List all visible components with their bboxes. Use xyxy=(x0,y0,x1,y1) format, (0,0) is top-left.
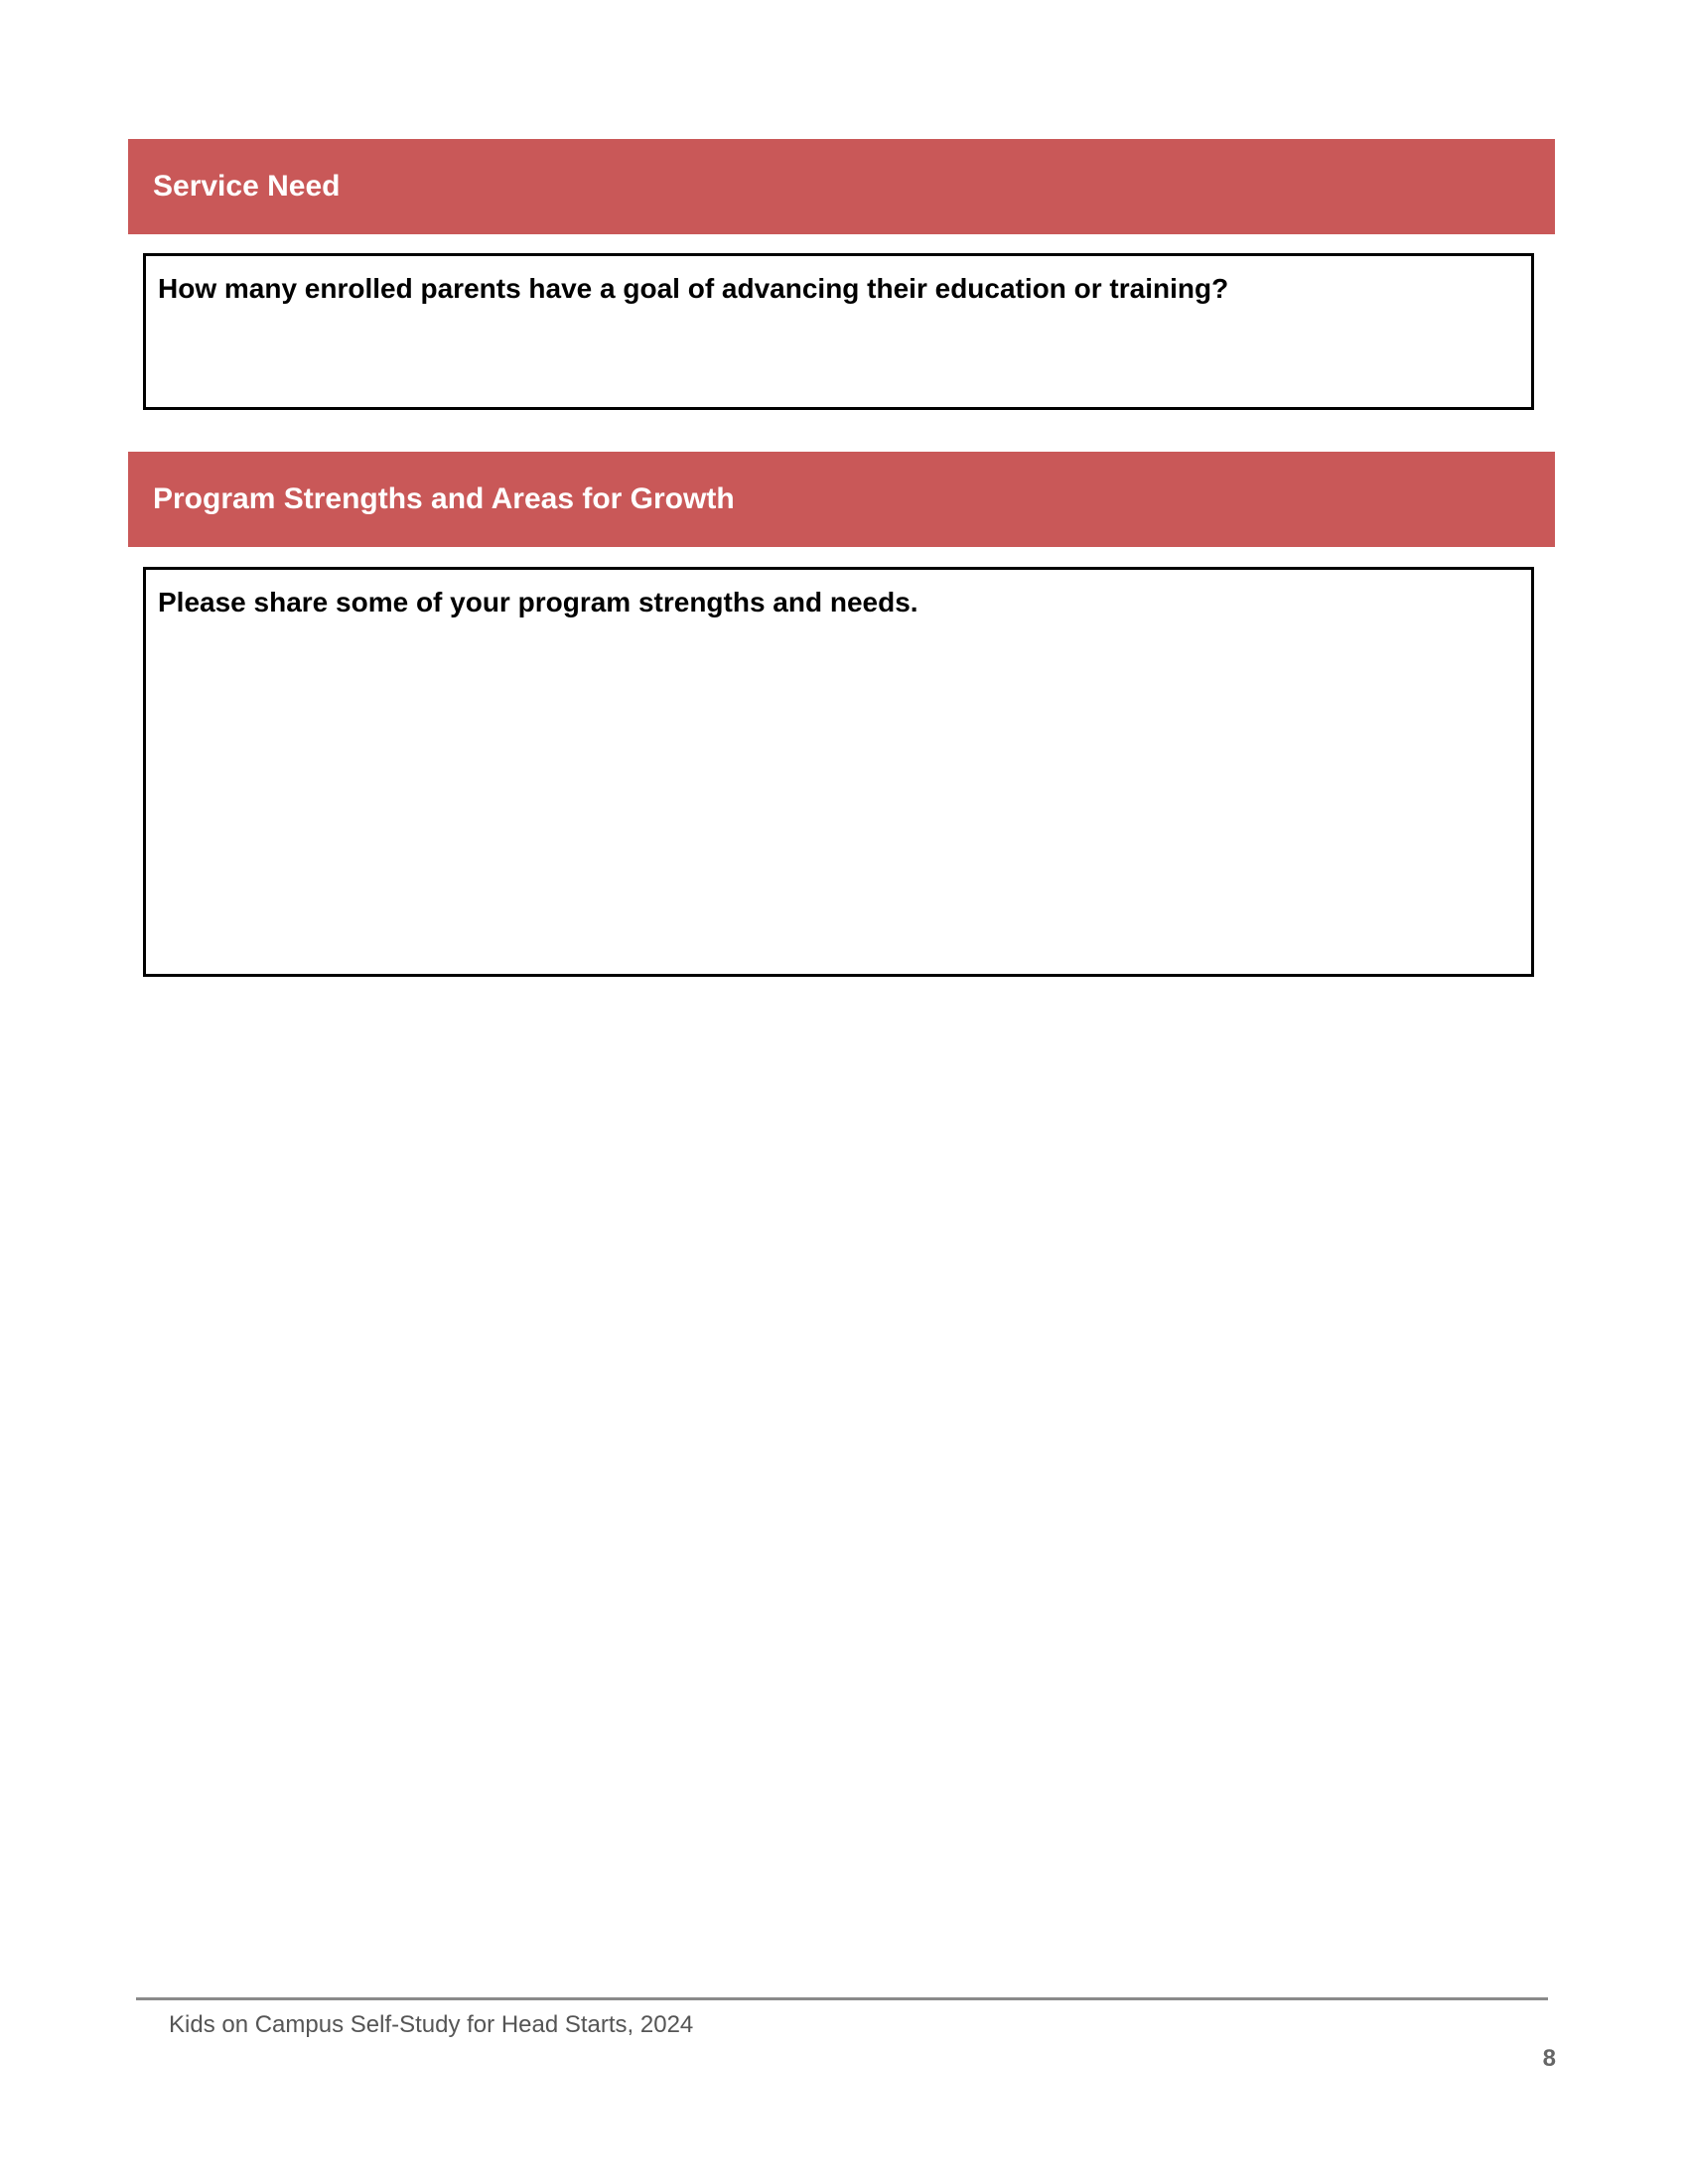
question-prompt: How many enrolled parents have a goal of advancing their education or training? xyxy=(158,273,1229,304)
response-box-service-need[interactable] xyxy=(143,253,1534,410)
section-header-program-strengths xyxy=(128,452,1555,547)
footer-document-title: Kids on Campus Self-Study for Head Starts, 2024 xyxy=(169,2011,694,2038)
response-box-program-strengths[interactable] xyxy=(143,567,1534,977)
question-prompt: Please share some of your program strengths and needs. xyxy=(158,587,918,617)
section-title: Program Strengths and Areas for Growth xyxy=(153,482,735,515)
page-number: 8 xyxy=(1542,2045,1556,2072)
section-title: Service Need xyxy=(153,170,341,203)
footer-divider xyxy=(136,1997,1548,2000)
section-header-service-need xyxy=(128,139,1555,234)
